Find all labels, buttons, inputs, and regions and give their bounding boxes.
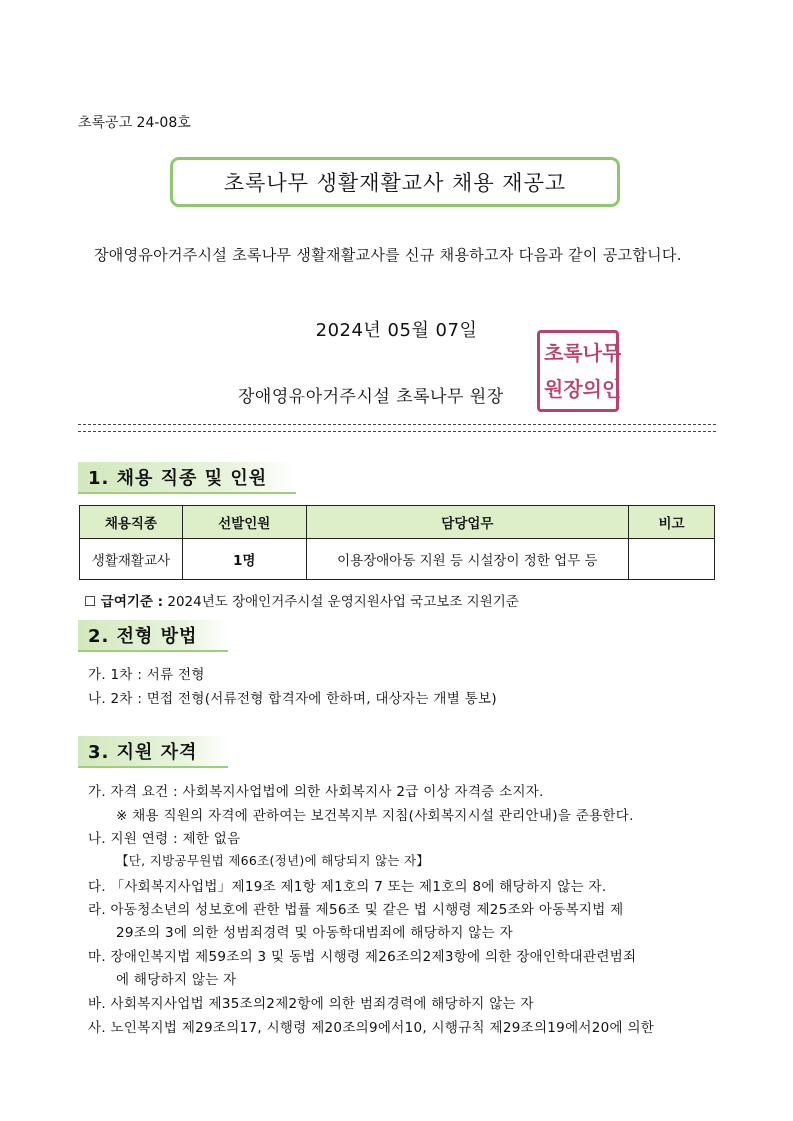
- section-2-heading: 2. 전형 방법: [78, 620, 228, 652]
- salary-standard: [84, 590, 519, 610]
- cell-duties: 이용장애아동 지원 등 시설장이 정한 업무 등: [306, 539, 628, 580]
- section-3-heading: 3. 지원 자격: [78, 736, 228, 768]
- notice-title: 초록나무 생활재활교사 채용 재공고: [223, 171, 567, 195]
- signer-name: 장애영유아거주시설 초록나무 원장: [238, 387, 504, 407]
- list-item: 사. 노인복지법 제29조의17, 시행령 제20조의9에서10, 시행규칙 제29조의19에서20에 의한: [88, 1020, 655, 1036]
- job-table: [79, 505, 715, 580]
- notice-date: 2024년 05월 07일: [315, 320, 478, 341]
- table-row: [80, 539, 715, 580]
- section-1-heading: 1. 채용 직종 및 인원: [78, 462, 296, 494]
- document-number: 초록공고 24-08호: [78, 115, 191, 131]
- table-header-row: [80, 506, 715, 539]
- list-item: 가. 1차 : 서류 전형: [88, 667, 205, 683]
- col-header-duties: 담당업무: [306, 506, 628, 539]
- col-header-note: 비고: [629, 506, 715, 539]
- list-item: 나. 지원 연령 : 제한 없음: [88, 831, 241, 847]
- list-item-note: 【단, 지방공무원법 제66조(정년)에 해당되지 않는 자】: [116, 853, 430, 868]
- cell-count: 1명: [182, 539, 306, 580]
- official-seal-stamp: [537, 330, 622, 412]
- list-item: 다. 「사회복지사업법」제19조 제1항 제1호의 7 또는 제1호의 8에 해당하지 않는 자.: [88, 879, 607, 895]
- seal-text-bottom: 원 장 의 인: [544, 377, 622, 401]
- list-item: 마. 장애인복지법 제59조의 3 및 동법 시행령 제26조의2제3항에 의한 장애인학대관련범죄: [88, 949, 637, 965]
- list-item-continued: 에 해당하지 않는 자: [116, 972, 237, 988]
- salary-label: ☐ 급여기준 :: [84, 594, 164, 610]
- divider-dashed-bottom: [78, 431, 716, 432]
- list-item: 바. 사회복지사업법 제35조의2제2항에 의한 범죄경력에 해당하지 않는 자: [88, 996, 534, 1012]
- list-item-note: ※ 채용 직원의 자격에 관하여는 보건복지부 지침(사회복지시설 관리안내)을 준용한다.: [116, 808, 634, 824]
- list-item: 나. 2차 : 면접 전형(서류전형 합격자에 한하며, 대상자는 개별 통보): [88, 691, 497, 707]
- salary-text: 2024년도 장애인거주시설 운영지원사업 국고보조 지원기준: [163, 594, 519, 610]
- divider-dashed-top: [78, 424, 716, 425]
- intro-paragraph: 장애영유아거주시설 초록나무 생활재활교사를 신규 채용하고자 다음과 같이 공고합니다.: [94, 246, 682, 264]
- list-item: 가. 자격 요건 : 사회복지사업법에 의한 사회복지사 2급 이상 자격증 소지자.: [88, 784, 544, 800]
- col-header-count: 선발인원: [182, 506, 306, 539]
- seal-text-top: 초 록 나 무: [544, 341, 622, 365]
- list-item-continued: 29조의 3에 의한 성범죄경력 및 아동학대범죄에 해당하지 않는 자: [116, 925, 513, 941]
- list-item: 라. 아동청소년의 성보호에 관한 법률 제56조 및 같은 법 시행령 제25조와 아동복지법 제: [88, 902, 624, 918]
- cell-note: [629, 539, 715, 580]
- col-header-job: 채용직종: [80, 506, 183, 539]
- notice-title-box: [170, 157, 620, 207]
- cell-job: 생활재활교사: [80, 539, 183, 580]
